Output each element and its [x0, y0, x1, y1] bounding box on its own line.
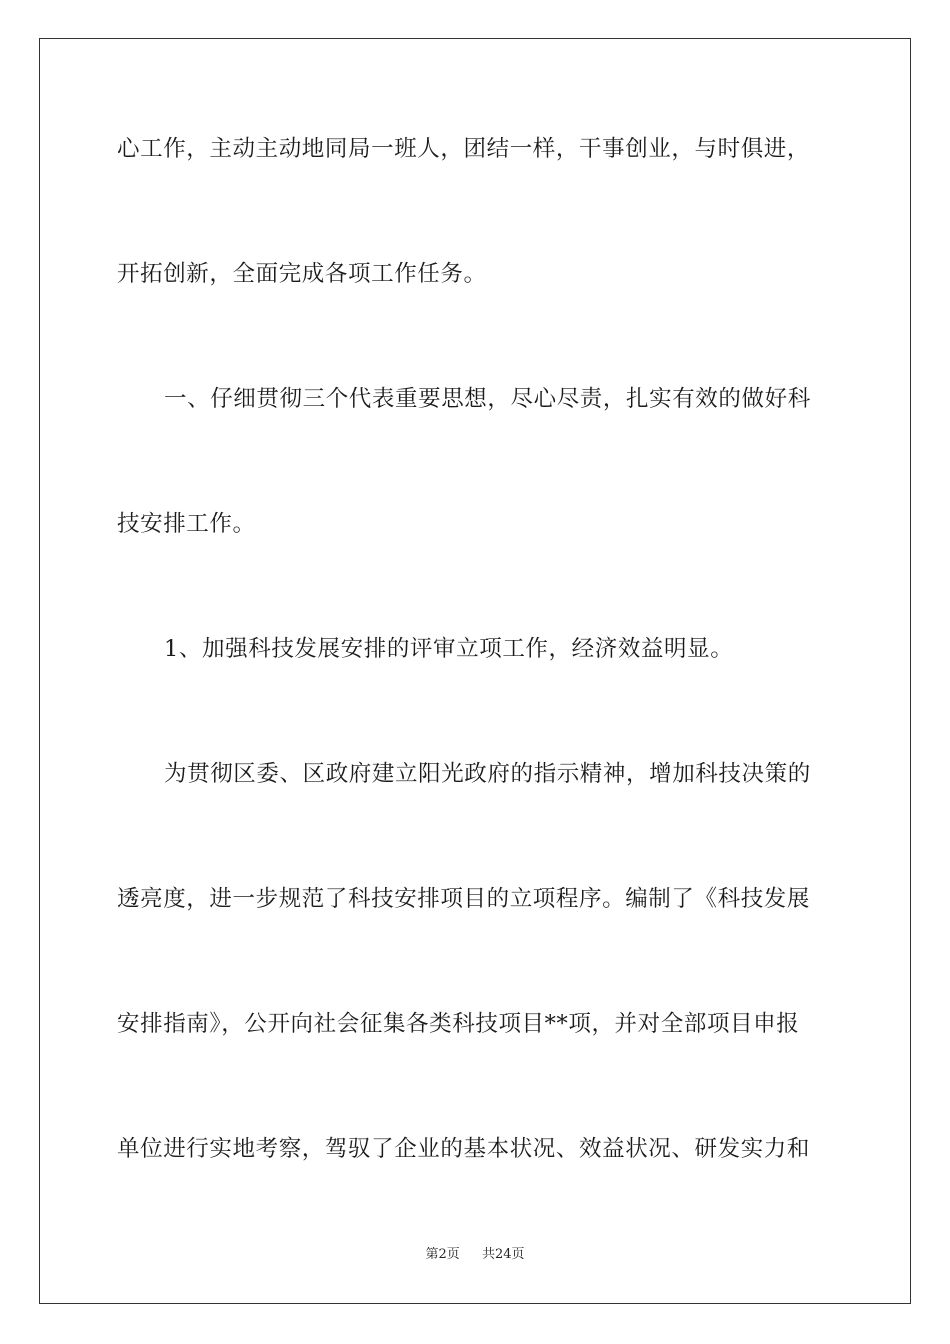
body-line-1: 心工作，主动主动地同局一班人，团结一样，干事创业，与时俱进， — [117, 136, 811, 162]
body-line-2: 开拓创新，全面完成各项工作任务。 — [117, 261, 487, 287]
section-heading-line-2: 技安排工作。 — [117, 511, 256, 537]
page-footer — [0, 1246, 950, 1264]
body-line-9: 单位进行实地考察，驾驭了企业的基本状况、效益状况、研发实力和 — [117, 1136, 811, 1162]
body-line-7: 透亮度，进一步规范了科技安排项目的立项程序。编制了《科技发展 — [117, 886, 811, 912]
body-line-6: 为贯彻区委、区政府建立阳光政府的指示精神，增加科技决策的 — [164, 761, 811, 787]
body-line-8: 安排指南》，公开向社会征集各类科技项目**项，并对全部项目申报 — [117, 1011, 800, 1037]
page-number: 第2页 — [425, 1247, 460, 1262]
subheading-line: 1、加强科技发展安排的评审立项工作，经济效益明显。 — [164, 636, 734, 662]
section-heading-line-1: 一、仔细贯彻三个代表重要思想，尽心尽责，扎实有效的做好科 — [164, 386, 811, 412]
total-pages: 共24页 — [482, 1247, 525, 1262]
page-border — [39, 38, 911, 1304]
